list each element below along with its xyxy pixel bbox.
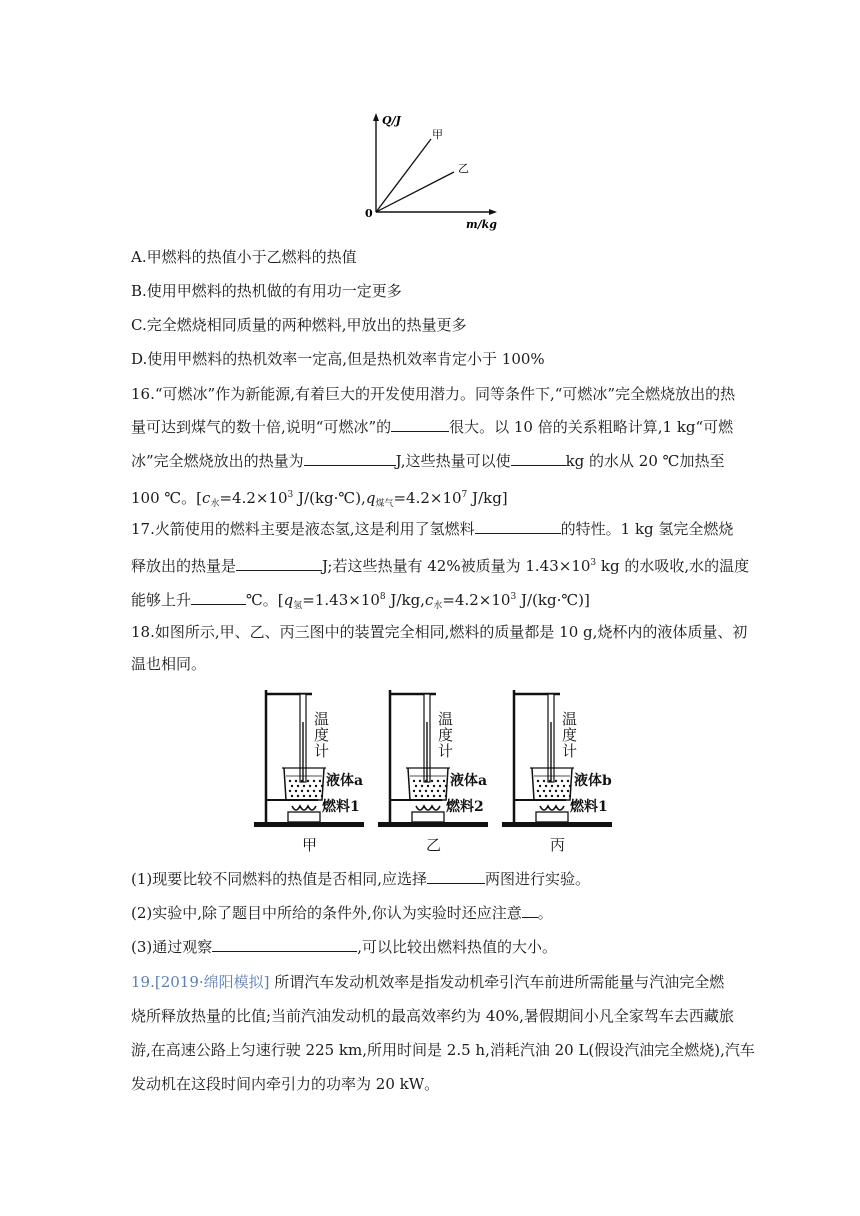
q17-line-3: 能够上升 ℃。[$q_氢=1.43\times 10^8$ $J/kg,c_水=4.2\times 10^3$ J/(kg·℃)] — [131, 591, 590, 611]
line-yi — [376, 172, 454, 212]
fuel-label: 燃料1 — [570, 799, 608, 815]
thermometer-label-char: 度 — [562, 726, 578, 744]
q18-sub-1: (1)现要比较不同燃料的热值是否相同,应选择 两图进行实验。 — [131, 870, 591, 888]
flame — [540, 806, 564, 810]
source-citation: 19.[2019·绵阳模拟] — [131, 973, 270, 991]
base-plate — [254, 822, 364, 827]
y-axis-arrow — [373, 113, 379, 121]
q16-line-3: 冰”完全燃烧放出的热量为 J,这些热量可以使 kg 的水从 20 ℃加热至 — [131, 452, 725, 470]
fuel-label: 燃料1 — [322, 799, 360, 815]
answer-blank[interactable] — [511, 451, 566, 466]
option-a: A.甲燃料的热值小于乙燃料的热值 — [131, 248, 357, 266]
liquid-label: 液体a — [326, 773, 364, 789]
answer-blank[interactable] — [212, 937, 357, 952]
setup-caption: 乙 — [426, 836, 442, 854]
answer-blank[interactable] — [391, 417, 449, 432]
thermometer-label-char: 温 — [314, 710, 330, 728]
fuel-burner — [288, 812, 320, 822]
fuel-label: 燃料2 — [446, 799, 484, 815]
q18-line-2: 温也相同。 — [131, 655, 207, 673]
q16-line-2: 量可达到煤气的数十倍,说明“可燃冰”的 很大。以 10 倍的关系粗略计算,1 kg“可燃 — [131, 418, 734, 436]
q19-line-4: 发动机在这段时间内牵引力的功率为 20 kW。 — [131, 1075, 440, 1093]
answer-blank[interactable] — [427, 869, 485, 884]
flame — [292, 806, 316, 810]
origin-label: 0 — [365, 207, 373, 220]
q19-line-3: 游,在高速公路上匀速行驶 225 km,所用时间是 2.5 h,消耗汽油 20 L(假设汽油完全燃烧),汽车 — [131, 1041, 755, 1059]
fuel-burner — [412, 812, 444, 822]
apparatus-unit — [254, 690, 364, 854]
thermometer-label-char: 计 — [438, 742, 454, 760]
option-c: C.完全燃烧相同质量的两种燃料,甲放出的热量更多 — [131, 316, 467, 334]
base-plate — [378, 822, 488, 827]
x-axis-arrow — [489, 209, 497, 215]
thermometer-label-char: 温 — [438, 710, 454, 728]
base-plate — [502, 822, 612, 827]
answer-blank[interactable] — [522, 903, 538, 918]
thermometer-label-char: 计 — [314, 742, 330, 760]
answer-blank[interactable] — [236, 556, 322, 571]
thermometer-label-char: 度 — [438, 726, 454, 744]
q18-line-1: 18.如图所示,甲、乙、丙三图中的装置完全相同,燃料的质量都是 10 g,烧杯内的液体质量、初 — [131, 623, 748, 641]
x-axis-label: m/kg — [466, 218, 497, 231]
apparatus-unit — [502, 690, 612, 854]
option-d: D.使用甲燃料的热机效率一定高,但是热机效率肯定小于 100% — [131, 350, 545, 368]
setup-caption: 丙 — [550, 836, 566, 854]
answer-blank[interactable] — [475, 519, 561, 534]
setup-caption: 甲 — [302, 836, 318, 854]
liquid-label: 液体b — [574, 773, 612, 789]
option-b: B.使用甲燃料的热机做的有用功一定更多 — [131, 282, 402, 300]
answer-blank[interactable] — [191, 590, 246, 605]
q18-sub-3: (3)通过观察 ,可以比较出燃料热值的大小。 — [131, 938, 558, 956]
line-jia — [376, 139, 431, 212]
fuel-burner — [536, 812, 568, 822]
flame — [416, 806, 440, 810]
q17-line-1: 17.火箭使用的燃料主要是液态氢,这是利用了氢燃料 的特性。1 kg 氢完全燃烧 — [131, 520, 734, 538]
q18-sub-2: (2)实验中,除了题目中所给的条件外,你认为实验时还应注意 。 — [131, 904, 553, 922]
q16-line-4: 100 ℃。[$c_水=4.2\times 10^3$ $J/(kg\cdot℃),q_{煤气}=4.2\times 10^7$ J/kg] — [131, 489, 508, 509]
apparatus-unit — [378, 690, 488, 854]
thermometer-label-char: 温 — [562, 710, 578, 728]
y-axis-label: Q/J — [382, 114, 401, 127]
liquid-label: 液体a — [450, 773, 488, 789]
line-yi-label: 乙 — [458, 162, 469, 175]
q16-line-1: 16.“可燃冰”作为新能源,有着巨大的开发使用潜力。同等条件下,“可燃冰”完全燃烧放出的热 — [131, 385, 736, 403]
q19-line-1: 19.[2019·绵阳模拟] 所谓汽车发动机效率是指发动机牵引汽车前进所需能量与汽油完全燃 — [131, 973, 725, 991]
apparatus-figure — [252, 682, 622, 856]
thermometer-label-char: 度 — [314, 726, 330, 744]
q-m-graph — [360, 108, 500, 234]
q17-line-2: 释放出的热量是 J;若这些热量有 42%被质量为 $1.43\times 10^3$ kg 的水吸收,水的温度 — [131, 557, 750, 575]
q19-line-2: 烧所释放热量的比值;当前汽油发动机的最高效率约为 40%,暑假期间小凡全家驾车去西藏旅 — [131, 1007, 734, 1025]
line-jia-label: 甲 — [432, 128, 443, 141]
thermometer-label-char: 计 — [562, 742, 578, 760]
answer-blank[interactable] — [304, 451, 396, 466]
